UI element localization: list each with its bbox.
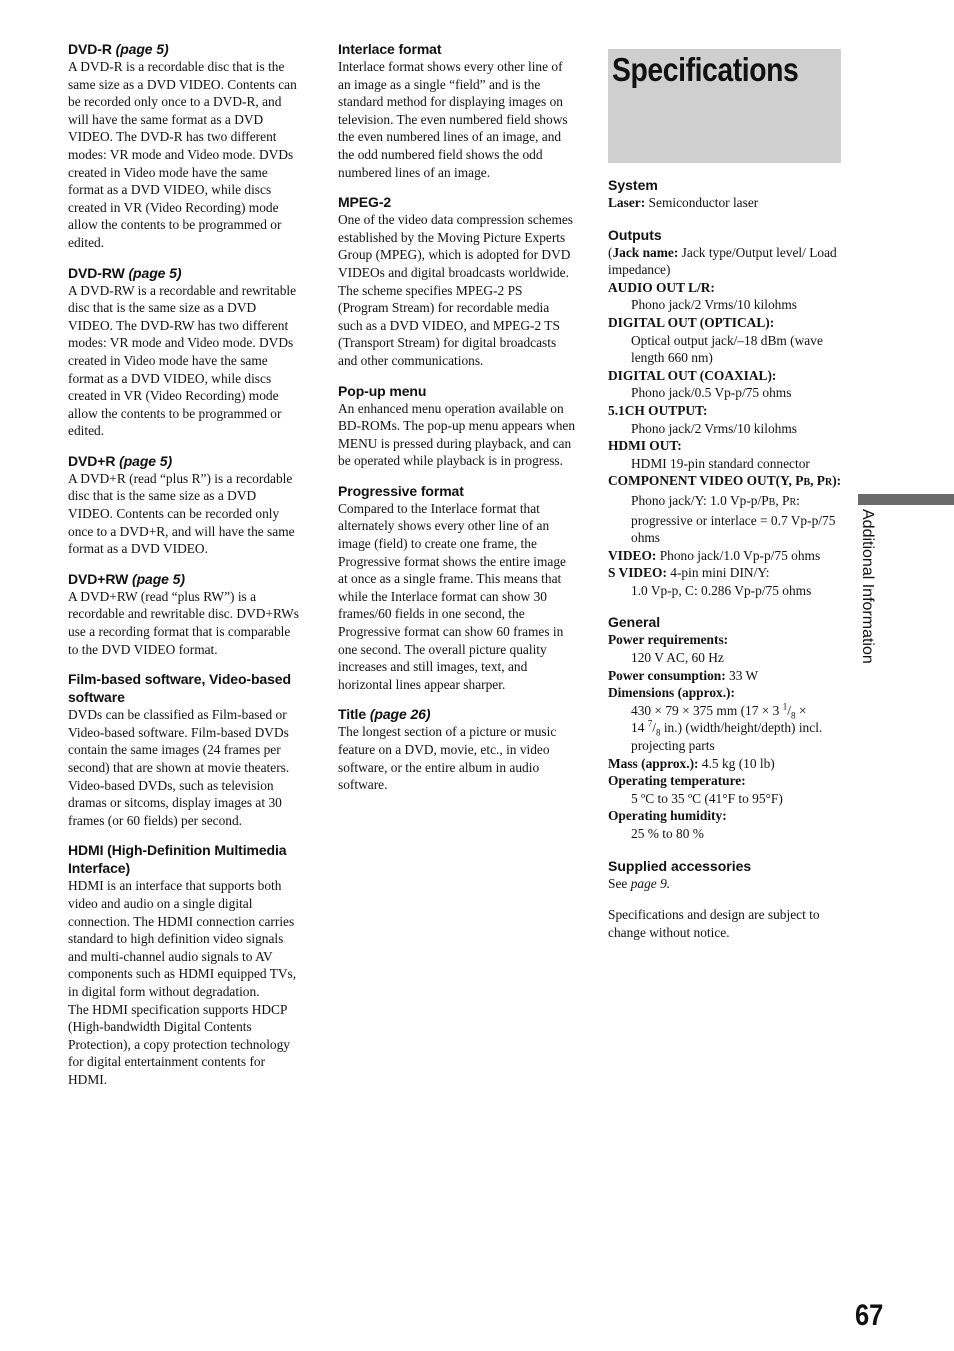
spec-value: Jack type/Output level/ Load impedance) [608,244,837,278]
spec-value: See [608,875,628,891]
spec-label: VIDEO: [608,547,657,563]
spec-value: Phono jack/0.5 Vp-p/75 ohms [631,385,792,401]
spec-section-outputs: Outputs (Jack name: Jack type/Output level/ Load impedance) AUDIO OUT L/R: Phono jack/2 Vrms/10 kilohms DIGITAL OUT (OPTICAL): Optical output jack/–18 dBm (wave length 660 nm) DIGITAL OUT (COAXIAL): Phono jack/0.5 Vp-p/75 ohms 5.1CH OUTPUT: Phono jack/2 Vrms/10 kilohms HDMI OUT: HDMI 19-pin standard connector COMPONENT VIDEO OUT(Y, PB, PR): Phono jack/Y: 1.0 Vp-p/PB, PR: progressive or interlace = 0.7 Vp-p/75 ohms VIDEO: Phono jack/1.0 Vp-p/75 ohms S VIDEO: 4-pin mini DIN/Y: 1.0 Vp-p, C: 0.286 Vp-p/75 ohms [608,226,844,600]
spec-value: 4-pin mini DIN/Y: [670,565,770,581]
glossary-term: Progressive format [338,482,464,499]
spec-label: DIGITAL OUT (OPTICAL): [608,314,775,330]
spec-section-system [608,176,844,212]
glossary-definition: A DVD+RW (read “plus RW”) is a recordable and rewritable disc. DVD+RWs use a recording format that is comparable to the DVD VIDEO format. [68,588,300,657]
spec-label: Jack name: [612,244,679,260]
spec-label: AUDIO OUT L/R: [608,279,715,295]
page-ref: (page 5) [132,570,185,587]
spec-section-general [608,613,844,842]
glossary-term: Interlace format [338,41,442,57]
glossary-definition: An enhanced menu operation available on BD-ROMs. The pop-up menu appears when MENU is pressed during playback, and can be operated while playback is in progress. [338,400,576,469]
spec-value: Phono jack/2 Vrms/10 kilohms [631,297,797,313]
glossary-definition: Interlace format shows every other line of an image as a single “field” and is the standard method for displaying images on television. The even numbered field shows the even numbered lines of an image, and the odd numbered field shows the odd numbered lines of an image. [338,59,568,180]
spec-heading: System [608,177,658,193]
glossary-definition: HDMI is an interface that supports both video and audio on a single digital connection. The HDMI connection carries standard to high definition video signals and multi-channel audio signals to AV components such as HDMI equipped TVs, in digital form without degradation. [68,878,297,999]
section-tab-marker [858,494,954,505]
spec-value: 33 W [729,667,759,683]
glossary-definition-continued: The HDMI specification supports HDCP (High-bandwidth Digital Contents Protection), a copy protection technology for digital entertainment contents for HDMI. [68,1001,290,1087]
spec-value: 430 × 79 × 375 mm (17 × 3 $^1/_8$ × 14 $^7/_8$ in.) (width/height/depth) incl. projecting parts [631,701,823,754]
spec-label: 5.1CH OUTPUT: [608,402,708,418]
spec-value: Phono jack/Y: 1.0 Vp-p/PB, PR: progressive or interlace = 0.7 Vp-p/75 ohms [631,492,836,546]
spec-value: 4.5 kg (10 lb) [701,755,775,771]
page-ref: (page 5) [115,41,169,57]
glossary-definition: The longest section of a picture or music feature on a DVD, movie, etc., in video software, or the entire album in audio software. [338,724,557,793]
spec-label: Operating humidity: [608,808,727,824]
glossary-term: HDMI (High-Definition Multimedia Interface) [68,842,287,877]
page-ref: (page 5) [128,264,182,281]
glossary-entry-dvd-plus-rw [68,570,304,658]
glossary-entry-popup-menu [338,382,576,470]
glossary-entry-interlace [338,40,576,181]
glossary-definition: A DVD-RW is a recordable and rewritable disc that is the same size as a DVD VIDEO. The DVD-RW has two different modes: VR mode and Video mode. DVDs created in Video mode have the same format as a DVD VIDEO, while discs created in VR (Video Recording) mode allow the contents to be programmed or edited. [68,282,297,439]
spec-value: HDMI 19-pin standard connector [631,455,810,471]
glossary-term: DVD-RW [68,264,125,281]
spec-heading: General [608,614,661,631]
spec-value: Phono jack/1.0 Vp-p/75 ohms [659,547,821,563]
side-section-label-text: Additional Information [859,509,876,664]
glossary-entry-film-video-software [68,670,304,829]
spec-label: COMPONENT VIDEO OUT(Y, PB, PR): [608,473,842,489]
page-ref: (page 26) [369,706,431,723]
spec-label: S VIDEO: [608,565,667,581]
spec-heading: Supplied accessories [608,857,752,874]
glossary-entry-hdmi [68,841,304,1088]
page-title: Specifications [612,51,799,88]
glossary-term: Film-based software, Video-based software [68,671,291,706]
page-number: 67 [855,1299,884,1332]
spec-heading: Outputs [608,226,662,243]
spec-value: 120 V AC, 60 Hz [631,650,724,666]
spec-value: 25 % to 80 % [631,826,704,841]
page-ref: (page 5) [119,452,173,469]
glossary-definition: DVDs can be classified as Film-based or Video-based software. Film-based DVDs contain the same images (24 frames per second) that are shown at movie theaters. Video-based DVDs, such as television dramas or sitcoms, display images at 30 frames (or 60 fields) per second. [68,707,290,828]
glossary-term: Pop-up menu [338,382,427,399]
spec-label: Laser: [608,195,646,210]
spec-value: Semiconductor laser [648,195,759,210]
spec-label: Operating temperature: [608,773,746,789]
glossary-entry-progressive [338,482,576,694]
glossary-definition: One of the video data compression schemes established by the Moving Picture Experts Group (MPEG), which is adopted for DVD VIDEOs and digital broadcasts worldwide. The scheme specifies MPEG-2 PS (Program Stream) for recordable media such as a DVD VIDEO, and MPEG-2 TS (Transport Stream) for digital broadcasts and other communications. [338,212,574,368]
spec-label: Power consumption: [608,667,726,683]
spec-label: Dimensions (approx.): [608,685,735,701]
spec-section-accessories [608,857,844,893]
specifications-column [608,176,844,941]
glossary-entry-title [338,705,576,793]
glossary-column-2 [338,40,576,806]
spec-label: Power requirements: [608,632,729,648]
glossary-term: Title [338,706,367,723]
spec-value: 1.0 Vp-p, C: 0.286 Vp-p/75 ohms [631,582,812,598]
spec-notice: Specifications and design are subject to change without notice. [608,907,820,940]
section-title-banner [608,49,841,163]
spec-label: Mass (approx.): [608,755,699,771]
glossary-definition: A DVD+R (read “plus R”) is a recordable disc that is the same size as a DVD VIDEO. Contents can be recorded only once to a DVD+R, and will have the same format as a DVD VIDEO. [68,470,295,557]
glossary-column-1 [68,40,304,1101]
glossary-definition: Compared to the Interlace format that alternately shows every other line of an image (field) to create one frame, the Progressive format shows the entire image at once as a single frame. This means that while the Interlace format can show 30 frames/60 fields in one second, the Progressive format can show 60 frames in one second. The overall picture quality increases and still images, text, and horizontal lines appear sharper. [338,500,566,692]
spec-label: DIGITAL OUT (COAXIAL): [608,367,777,383]
spec-value: Optical output jack/–18 dBm (wave length 660 nm) [631,332,823,366]
glossary-term: DVD+RW [68,570,129,587]
glossary-term: MPEG-2 [338,194,392,211]
glossary-definition: A DVD-R is a recordable disc that is the same size as a DVD VIDEO. Contents can be recorded only once to a DVD-R, and will have the same format as a DVD VIDEO. The DVD-R has two different modes: VR mode and Video mode. DVDs created in Video mode have the same format as a DVD VIDEO, while discs created in VR (Video Recording) mode allow the contents to be programmed or edited. [68,59,297,250]
glossary-entry-dvd-plus-r [68,452,304,558]
page-ref: page 9. [630,875,671,891]
glossary-entry-dvd-rw [68,264,304,440]
spec-value: Phono jack/2 Vrms/10 kilohms [631,420,797,436]
glossary-term: DVD-R [68,41,112,57]
glossary-term: DVD+R [68,452,116,469]
spec-value: 5 ºC to 35 ºC (41°F to 95°F) [631,790,783,806]
spec-label: HDMI OUT: [608,438,682,454]
glossary-entry-mpeg2 [338,193,576,369]
glossary-entry-dvd-r [68,40,304,252]
side-section-label [857,509,879,689]
